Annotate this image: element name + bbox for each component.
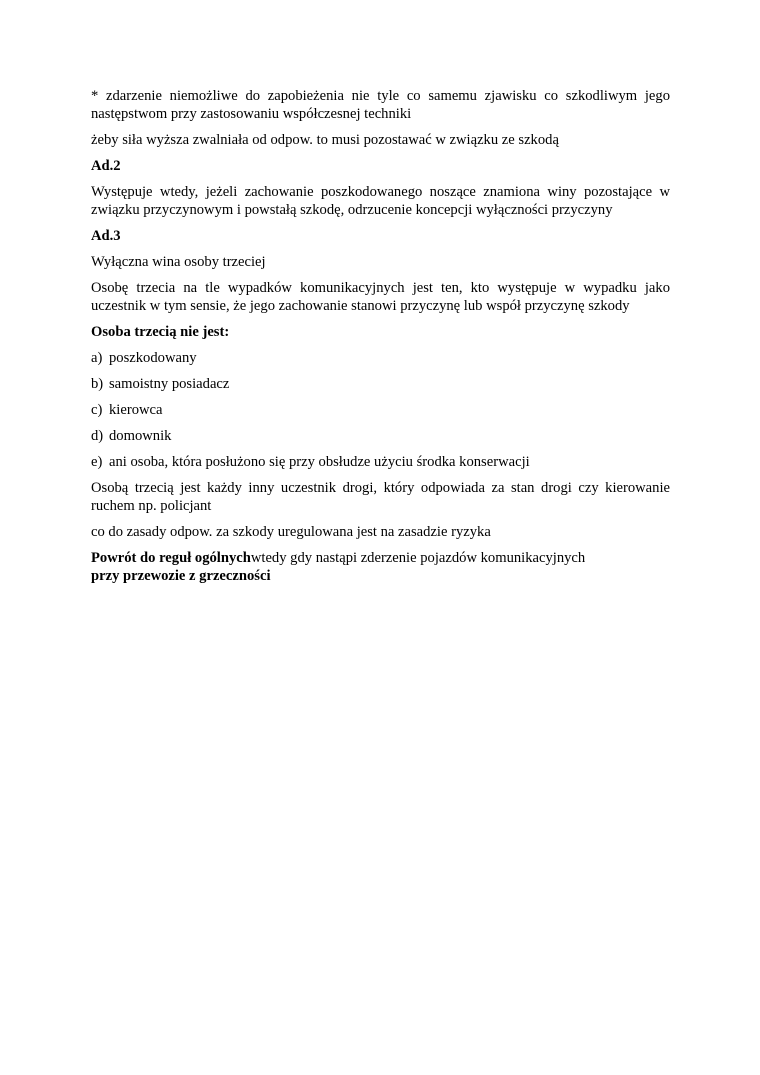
general-rules-bold: Powrót do reguł ogólnych [91, 550, 251, 566]
paragraph-force-majeure-link: żeby siła wyższa zwalniała od odpow. to musi pozostawać w związku ze szkodą [91, 132, 559, 148]
paragraph-third-party-fault: Wyłączna wina osoby trzeciej [91, 254, 266, 270]
list-text: samoistny posiadacz [109, 376, 230, 392]
list-item [91, 375, 670, 393]
list-letter: c) [91, 402, 103, 418]
list-letter: a) [91, 350, 103, 366]
list-item [91, 453, 670, 471]
list-item [91, 427, 670, 445]
list-text: poszkodowany [109, 350, 197, 366]
list-item [91, 349, 670, 367]
paragraph-risk-principle: co do zasady odpow. za szkody uregulowana jest na zasadzie ryzyka [91, 524, 491, 540]
heading-ad3: Ad.3 [91, 228, 121, 244]
list-text: kierowca [109, 402, 163, 418]
paragraph-general-rules [91, 549, 670, 567]
courtesy-transport-bold: przy przewozie z grzeczności [91, 568, 271, 584]
paragraph-injured-fault: Występuje wtedy, jeżeli zachowanie poszkodowanego noszące znamiona winy pozostające w związku przyczynowym i powstałą szkodę, odrzucenie koncepcji wyłączności przyczyny [91, 184, 670, 218]
list-letter: b) [91, 376, 104, 392]
list-item [91, 401, 670, 419]
paragraph-third-party-is: Osobą trzecią jest każdy inny uczestnik drogi, który odpowiada za stan drogi czy kierowanie ruchem np. policjant [91, 480, 670, 514]
general-rules-text: wtedy gdy nastąpi zderzenie pojazdów komunikacyjnych [250, 550, 586, 566]
list-letter: d) [91, 428, 104, 444]
heading-ad2: Ad.2 [91, 158, 121, 174]
paragraph-courtesy-transport [91, 567, 670, 585]
heading-not-third-party: Osoba trzecią nie jest: [91, 324, 230, 340]
list-text: ani osoba, która posłużono się przy obsłudze użyciu środka konserwacji [109, 454, 530, 470]
list-letter: e) [91, 454, 103, 470]
paragraph-force-majeure: * zdarzenie niemożliwe do zapobieżenia nie tyle co samemu zjawisku co szkodliwym jego następstwom przy zastosowaniu współczesnej techniki [91, 88, 670, 122]
list-text: domownik [109, 428, 172, 444]
document-page [91, 87, 670, 593]
paragraph-third-party-definition: Osobę trzecia na tle wypadków komunikacyjnych jest ten, kto występuje w wypadku jako uczestnik w tym sensie, że jego zachowanie stanowi przyczynę lub współ przyczynę szkody [91, 280, 670, 314]
